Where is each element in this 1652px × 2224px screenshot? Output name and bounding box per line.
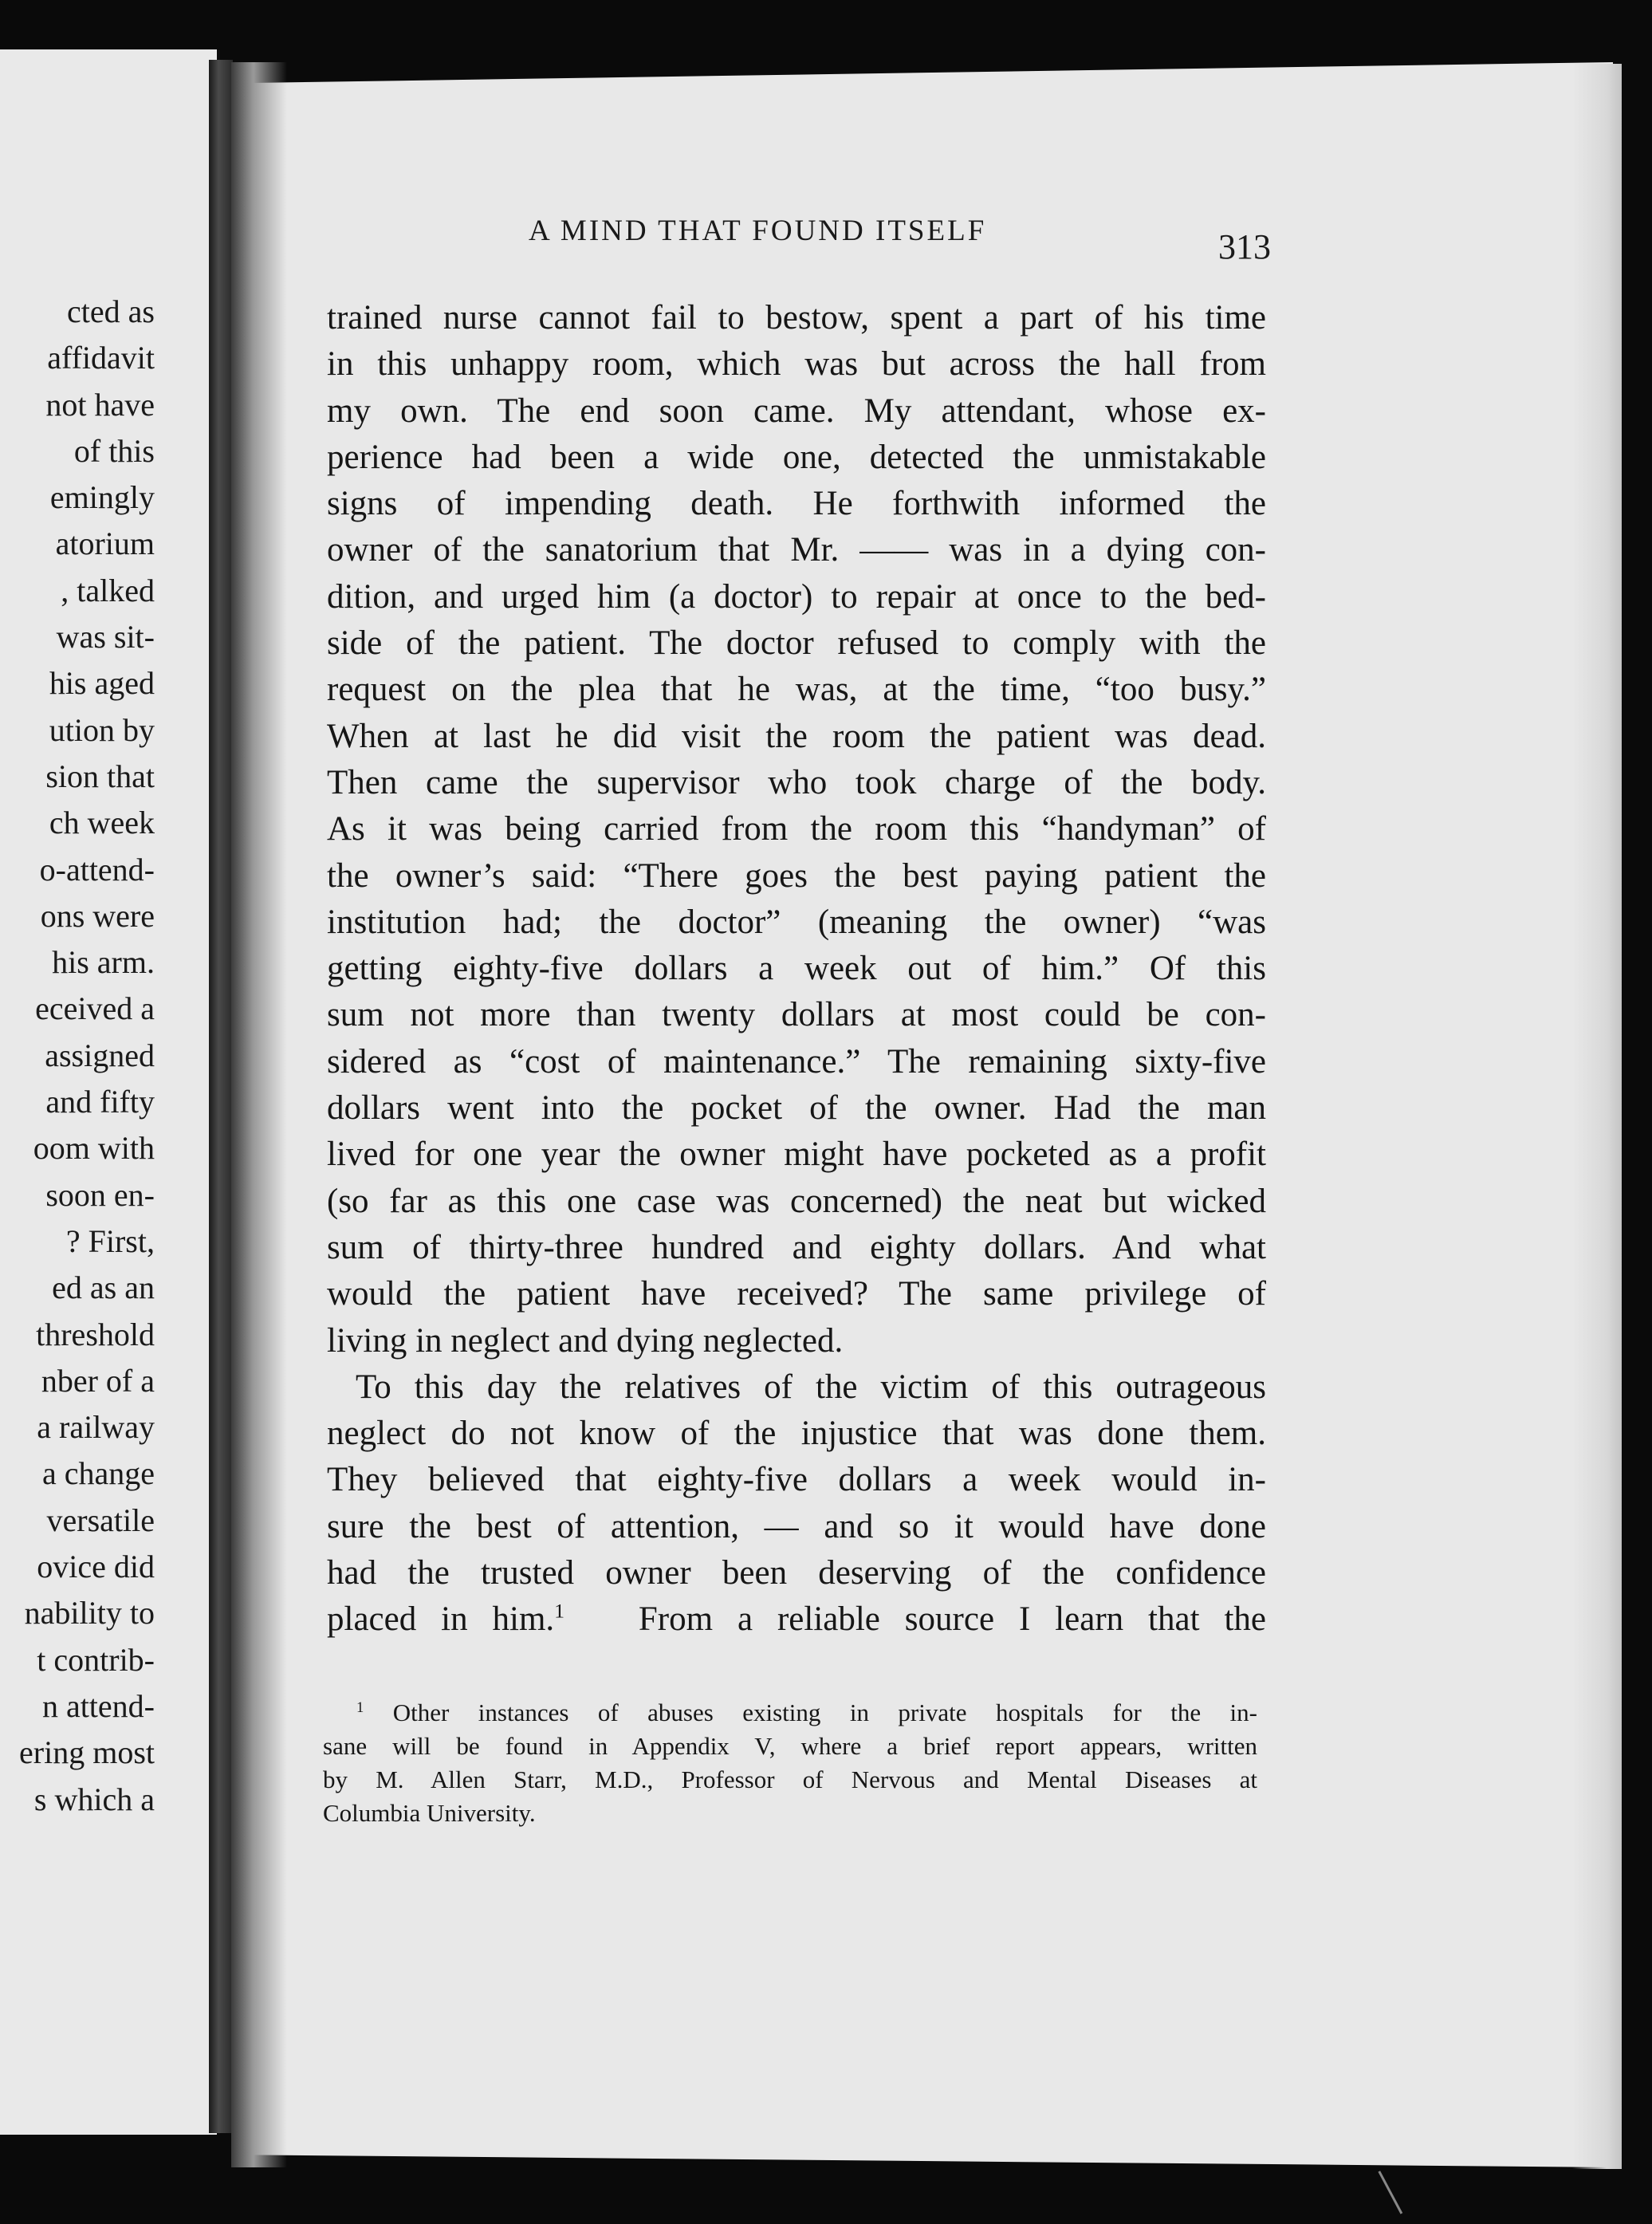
text-line: dition, and urged him (a doctor) to repair at once to the bed- [327,577,1266,616]
text-line: sum of thirty-three hundred and eighty dollars. And what [327,1228,1266,1266]
previous-page-line: his arm. [52,944,155,981]
text-line: sure the best of attention, — and so it would have done [327,1507,1266,1545]
footnote-line: Columbia University. [323,1799,536,1827]
previous-page-line: ering most [19,1734,155,1771]
previous-page-line: emingly [49,479,155,516]
text-line: trained nurse cannot fail to bestow, spent a part of his time [327,299,1266,337]
text-line: getting eighty-five dollars a week out of him.” Of this [327,950,1266,988]
text-line: neglect do not know of the injustice that was done them. [327,1415,1266,1453]
previous-page-line: a railway [37,1409,155,1446]
text-line: had the trusted owner been deserving of the confidence [327,1554,1266,1592]
previous-page-line: versatile [46,1502,155,1538]
previous-page-line: ? First, [65,1222,155,1259]
text-line: in this unhappy room, which was but across the hall from [327,345,1266,384]
previous-page-line: nability to [24,1595,155,1632]
previous-page-line: ch week [49,805,155,841]
previous-page-line: cted as [67,293,155,329]
previous-page-line: n attend- [41,1687,155,1724]
footnote-marker: 1 [356,1699,364,1716]
text-line: side of the patient. The doctor refused to comply with the [327,624,1266,663]
previous-page-line: of this [73,432,155,469]
footnote-line: sane will be found in Appendix V, where a brief report appears, written [323,1732,1257,1760]
previous-page [0,49,217,2135]
text-line: the owner’s said: “There goes the best paying patient the [327,856,1266,895]
book-gutter [209,60,233,2133]
paragraph-end-line: living in neglect and dying neglected. [327,1321,844,1360]
body-text [327,295,1266,1643]
previous-page-line: soon en- [45,1176,155,1213]
previous-page-line: his aged [49,665,155,702]
text-line: They believed that eighty-five dollars a week would in- [327,1461,1266,1499]
page-binding-shadow [231,62,287,2167]
text-line: request on the plea that he was, at the time, “too busy.” [327,671,1266,709]
previous-page-line: eceived a [35,990,155,1027]
text-line: Then came the supervisor who took charge of the body. [327,763,1266,801]
text-line: dollars went into the pocket of the owner. Had the man [327,1089,1266,1128]
previous-page-line: ons were [40,897,155,934]
text-line: institution had; the doctor” (meaning the owner) “was [327,903,1266,941]
paragraph-start-line: To this day the relatives of the victim of this outrageous [356,1368,1266,1406]
text-line: signs of impending death. He forthwith informed the [327,485,1266,523]
text-fragment: From a reliable source I learn that the [638,1600,1266,1639]
page-number: 313 [1218,227,1271,266]
text-line: sidered as “cost of maintenance.” The remaining sixty-five [327,1042,1266,1081]
previous-page-line: was sit- [56,619,155,655]
text-line: lived for one year the owner might have pocketed as a profit [327,1136,1266,1174]
previous-page-line: threshold [36,1316,155,1352]
previous-page-text [0,289,155,1823]
footnote-line: by M. Allen Starr, M.D., Professor of Nervous and Mental Diseases at [323,1765,1257,1793]
previous-page-line: nber of a [41,1362,155,1399]
text-line: perience had been a wide one, detected the unmistakable [327,438,1266,476]
text-fragment: placed in him. [327,1600,555,1639]
text-line: As it was being carried from the room this “handyman” of [327,810,1266,848]
previous-page-line: not have [45,386,155,423]
footnote-reference: 1 [554,1599,565,1623]
previous-page-line: , talked [61,572,155,608]
previous-page-line: assigned [45,1037,155,1073]
text-line: would the patient have received? The same privilege of [327,1275,1266,1313]
text-line: my own. The end soon came. My attendant, whose ex- [327,392,1266,430]
text-line: (so far as this one case was concerned) the neat but wicked [327,1182,1266,1220]
page-outer-edge [1572,64,1622,2169]
previous-page-line: atorium [55,525,155,562]
text-line-with-footnote-ref [327,1596,1266,1643]
text-line: sum not more than twenty dollars at most could be con- [327,996,1266,1034]
previous-page-line: o-attend- [39,851,155,888]
footnote-text: Other instances of abuses existing in private hospitals for the in- [392,1699,1257,1726]
footnote [323,1696,1257,1830]
running-head: A MIND THAT FOUND ITSELF [529,215,987,247]
previous-page-line: sion that [45,758,155,794]
footnote-line [323,1696,1257,1730]
previous-page-line: a change [41,1455,155,1492]
previous-page-line: ution by [49,711,155,748]
previous-page-line: oom with [33,1130,155,1167]
previous-page-line: affidavit [47,340,155,376]
previous-page-line: and fifty [45,1084,155,1120]
previous-page-line: ed as an [52,1269,155,1306]
text-line: owner of the sanatorium that Mr. —— was in a dying con- [327,531,1266,569]
previous-page-line: t contrib- [37,1641,155,1678]
previous-page-line: s which a [33,1781,155,1817]
previous-page-line: ovice did [37,1549,155,1585]
text-line: When at last he did visit the room the patient was dead. [327,717,1266,755]
